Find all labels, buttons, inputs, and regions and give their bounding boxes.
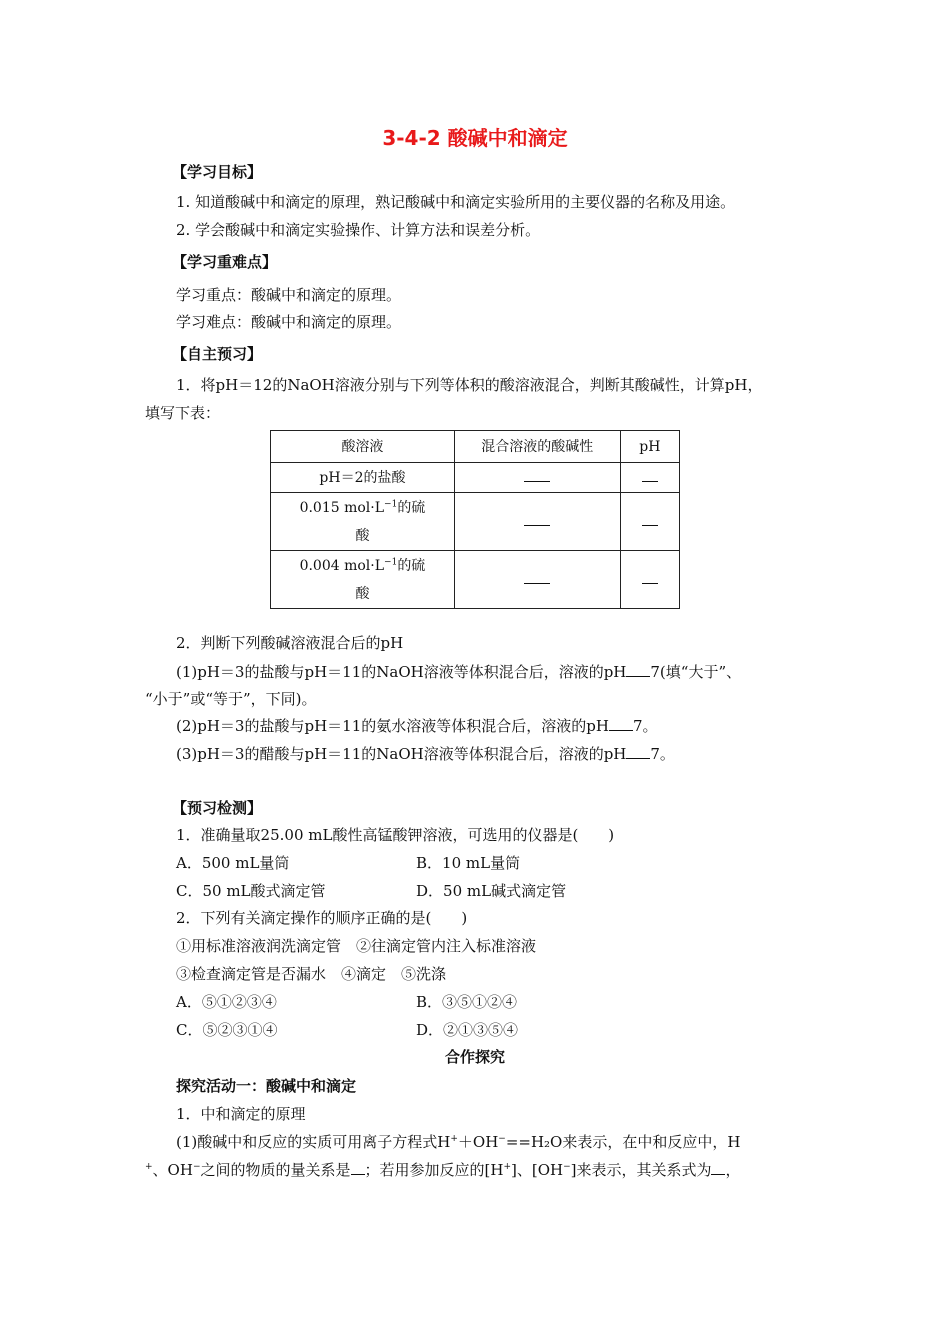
check-q2-option-b: B．③⑤①②④ — [416, 993, 518, 1011]
answer-blank[interactable] — [351, 1160, 365, 1175]
heading-self-preview: 【自主预习】 — [172, 345, 263, 363]
ph-table — [270, 430, 680, 609]
goal-line-1: 1. 知道酸碱中和滴定的原理，熟记酸碱中和滴定实验所用的主要仪器的名称及用途。 — [176, 193, 736, 211]
cell-acidity[interactable] — [454, 463, 620, 493]
answer-blank[interactable] — [524, 569, 550, 584]
check-q2-option-a: A．⑤①②③④ — [176, 993, 277, 1011]
answer-blank[interactable] — [626, 744, 650, 759]
check-q1-option-b: B．10 mL量筒 — [416, 854, 521, 872]
answer-blank[interactable] — [626, 662, 650, 677]
goal-line-2: 2. 学会酸碱中和滴定实验操作、计算方法和误差分析。 — [176, 221, 541, 239]
heading-cooperative-inquiry: 合作探究 — [444, 1048, 505, 1066]
cell-acidity[interactable] — [454, 551, 620, 609]
table-header-row — [271, 431, 680, 463]
check-q2-option-c: C．⑤②③①④ — [176, 1021, 278, 1039]
header-acid: 酸溶液 — [271, 431, 455, 463]
header-acidity: 混合溶液的酸碱性 — [454, 431, 620, 463]
answer-blank[interactable] — [642, 569, 658, 584]
cell-ph[interactable] — [620, 551, 679, 609]
check-q2-steps-2: ③检查滴定管是否漏水 ④滴定 ⑤洗涤 — [176, 965, 447, 983]
cell-acid: 0.004 $mol\cdot L^{-1}$的硫 酸 — [271, 551, 455, 609]
check-q1: 1．准确量取25.00 mL酸性高锰酸钾溶液，可选用的仪器是( ) — [176, 826, 615, 844]
principle-text-2: +、OH−之间的物质的量关系是 ；若用参加反应的[H+]、[OH−]来表示，其关系式为 ， — [145, 1161, 741, 1179]
check-q2: 2．下列有关滴定操作的顺序正确的是( ) — [176, 909, 468, 927]
preview-q2-item-1: (1)pH＝3的盐酸与pH＝11的NaOH溶液等体积混合后，溶液的pH 7(填“大于”、 — [176, 663, 742, 681]
heading-learning-goals: 【学习目标】 — [172, 163, 263, 181]
principle-text-1: (1)酸碱中和反应的实质可用离子方程式H+＋OH−==H₂O来表示，在中和反应中，H — [176, 1133, 741, 1151]
answer-blank[interactable] — [642, 511, 658, 526]
cell-ph[interactable] — [620, 493, 679, 551]
preview-q1-line-b: 填写下表： — [145, 404, 221, 422]
heading-preview-check: 【预习检测】 — [172, 799, 263, 817]
preview-q2: 2．判断下列酸碱溶液混合后的pH — [176, 634, 404, 652]
cell-acid: 0.015 $mol\cdot L^{-1}$的硫 酸 — [271, 493, 455, 551]
answer-blank[interactable] — [609, 716, 633, 731]
cell-acid: pH＝2的盐酸 — [271, 463, 455, 493]
check-q1-option-a: A．500 mL量筒 — [176, 854, 290, 872]
table-row — [271, 551, 680, 609]
answer-blank[interactable] — [711, 1160, 725, 1175]
cell-acidity[interactable] — [454, 493, 620, 551]
key-point-line: 学习重点：酸碱中和滴定的原理。 — [176, 286, 402, 304]
principle-heading: 1．中和滴定的原理 — [176, 1105, 306, 1123]
check-q2-option-d: D．②①③⑤④ — [416, 1021, 519, 1039]
table-row — [271, 493, 680, 551]
preview-q2-item-2: (2)pH＝3的盐酸与pH＝11的氨水溶液等体积混合后，溶液的pH 7。 — [176, 717, 658, 735]
answer-blank[interactable] — [524, 467, 550, 482]
heading-key-points: 【学习重难点】 — [172, 253, 278, 271]
preview-q2-item-1-cont: “小于”或“等于”，下同)。 — [145, 690, 317, 708]
preview-q1-line-a: 1．将pH＝12的NaOH溶液分别与下列等体积的酸溶液混合，判断其酸碱性，计算pH， — [176, 376, 763, 394]
check-q1-option-c: C．50 mL酸式滴定管 — [176, 882, 326, 900]
check-q2-steps-1: ①用标准溶液润洗滴定管 ②往滴定管内注入标准溶液 — [176, 937, 537, 955]
check-q1-option-d: D．50 mL碱式滴定管 — [416, 882, 567, 900]
header-ph: pH — [620, 431, 679, 463]
answer-blank[interactable] — [642, 467, 658, 482]
page-title: 3-4-2 酸碱中和滴定 — [382, 126, 568, 150]
table-row — [271, 463, 680, 493]
preview-q2-item-3: (3)pH＝3的醋酸与pH＝11的NaOH溶液等体积混合后，溶液的pH 7。 — [176, 745, 675, 763]
activity-heading: 探究活动一：酸碱中和滴定 — [176, 1077, 357, 1095]
cell-ph[interactable] — [620, 463, 679, 493]
answer-blank[interactable] — [524, 511, 550, 526]
difficult-point-line: 学习难点：酸碱中和滴定的原理。 — [176, 313, 402, 331]
